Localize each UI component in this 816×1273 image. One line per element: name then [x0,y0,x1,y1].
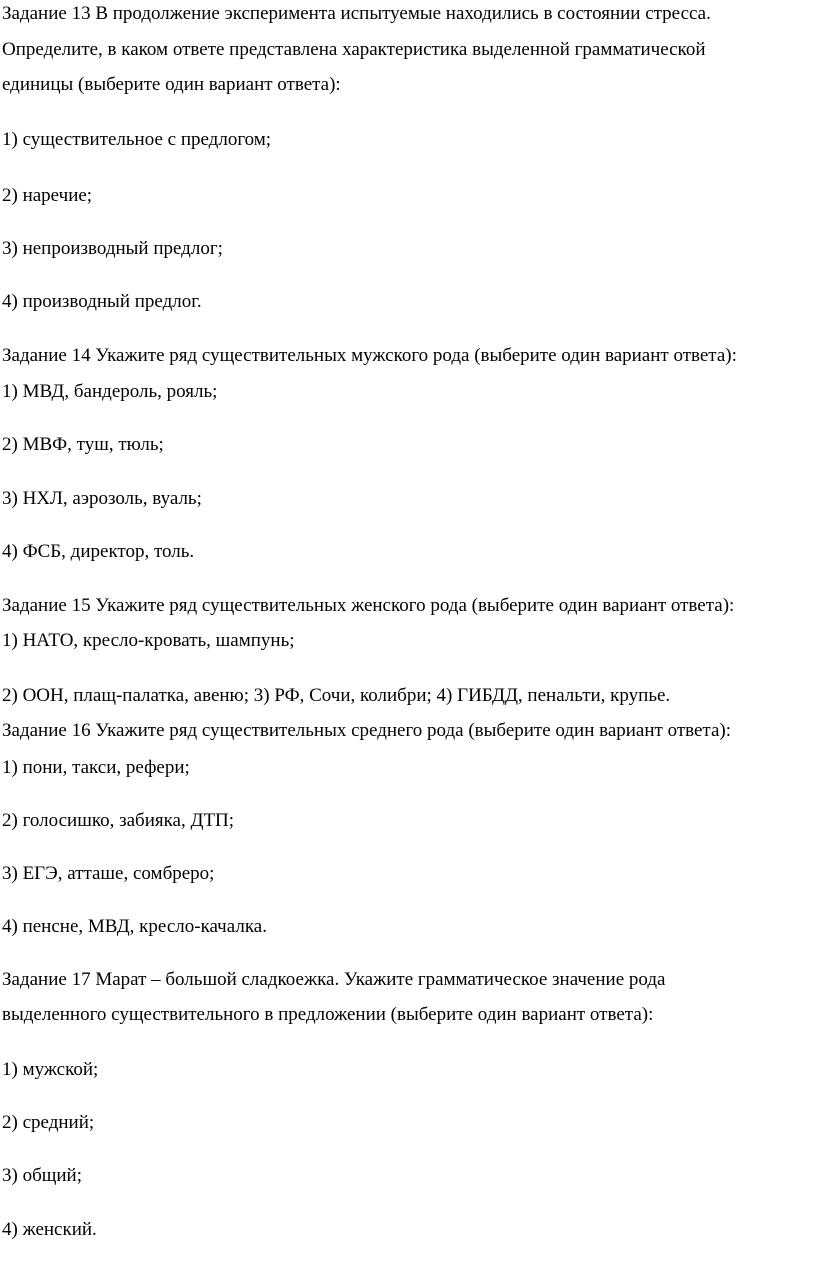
task17-question-line2: выделенного существительного в предложении (выберите один вариант ответа): [2,1004,654,1025]
task17-option-1: 1) мужской; [2,1059,99,1080]
task13-option-4: 4) производный предлог. [2,291,202,312]
task13-option-2: 2) наречие; [2,185,93,206]
task13-question-line3: единицы (выберите один вариант ответа): [2,74,341,95]
task13-option-3: 3) непроизводный предлог; [2,238,223,259]
task14-question: Задание 14 Укажите ряд существительных мужского рода (выберите один вариант ответа): [2,345,737,366]
task17-option-3: 3) общий; [2,1165,82,1186]
task14-option-4: 4) ФСБ, директор, толь. [2,541,195,562]
task16-option-2: 2) голосишко, забияка, ДТП; [2,810,235,831]
task17-option-2: 2) средний; [2,1112,95,1133]
task13-question-line1: Задание 13 В продолжение эксперимента испытуемые находились в состоянии стресса. [2,3,711,24]
task14-option-3: 3) НХЛ, аэрозоль, вуаль; [2,488,202,509]
task14-option-1: 1) МВД, бандероль, рояль; [2,381,218,402]
task17-option-4: 4) женский. [2,1219,97,1240]
task13-option-1: 1) существительное с предлогом; [2,129,272,150]
task16-question: Задание 16 Укажите ряд существительных среднего рода (выберите один вариант ответа): [2,720,732,741]
task16-option-3: 3) ЕГЭ, атташе, сомбреро; [2,863,215,884]
task17-question-line1: Задание 17 Марат – большой сладкоежка. Укажите грамматическое значение рода [2,969,666,990]
task14-option-2: 2) МВФ, туш, тюль; [2,434,164,455]
task16-option-4: 4) пенсне, МВД, кресло-качалка. [2,916,267,937]
task16-option-1: 1) пони, такси, рефери; [2,757,190,778]
task15-options-2-4: 2) ООН, плащ-палатка, авеню; 3) РФ, Сочи, колибри; 4) ГИБДД, пенальти, крупье. [2,685,671,706]
task15-question: Задание 15 Укажите ряд существительных женского рода (выберите один вариант ответа): [2,595,735,616]
task15-option-1: 1) НАТО, кресло-кровать, шампунь; [2,630,295,651]
task13-question-line2: Определите, в каком ответе представлена характеристика выделенной грамматической [2,39,706,60]
